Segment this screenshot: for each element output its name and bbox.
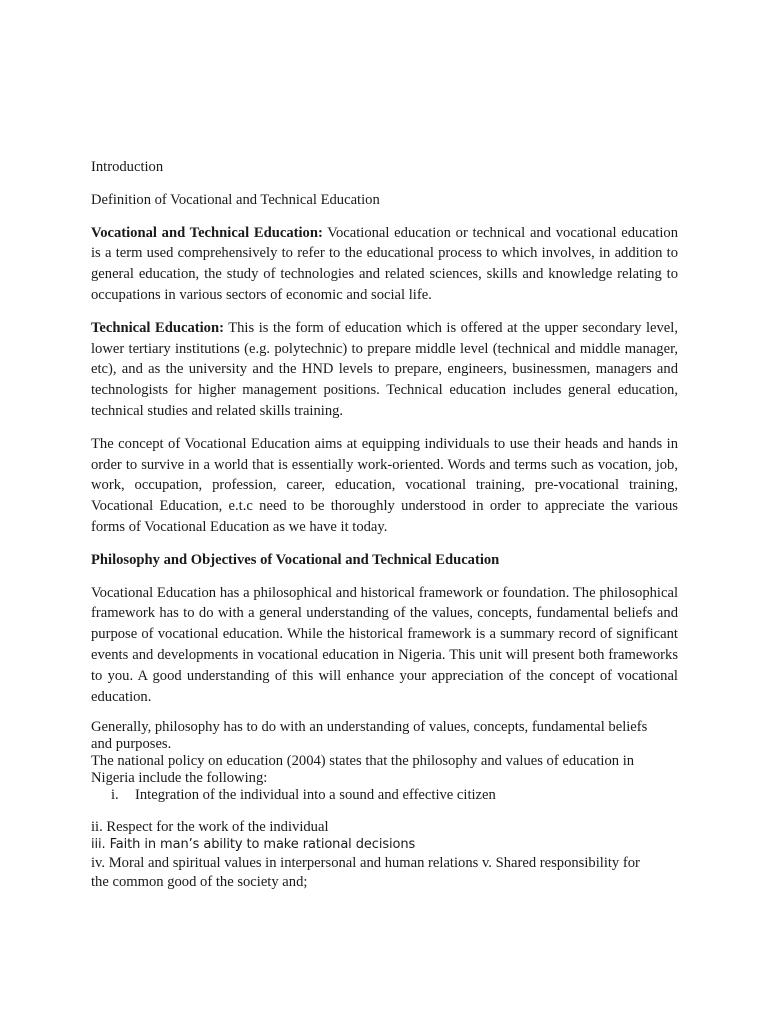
policy-block bbox=[91, 719, 678, 804]
concept-paragraph: The concept of Vocational Education aims at equipping individuals to use their heads and hands in order to survive in a world that is essentially work-oriented. Words and terms such as vocation, job, work, occupation, profession, career, education, vocational training, pre-vocational training, Vocational Education, e.t.c need to be thoroughly understood in order to appreciate the various forms of Vocational Education as we have it today. bbox=[91, 435, 678, 535]
list-item-1 bbox=[91, 787, 678, 804]
te-text: This is the form of education which is offered at the upper secondary level, lower tertiary institutions (e.g. polytechnic) to prepare middle level (technical and middle manager, etc), and as the university and the HND levels to prepare, engineers, businessmen, managers and technologists for higher management positions. Technical education includes general education, technical studies and related skills training. bbox=[91, 319, 678, 419]
generally-line-2: and purposes. bbox=[91, 736, 172, 753]
list-item-4-line-1: iv. Moral and spiritual values in interpersonal and human relations v. Shared responsibility for bbox=[91, 855, 640, 872]
te-paragraph bbox=[91, 318, 678, 422]
list-continuation bbox=[91, 819, 678, 891]
list-item-4-line-2: the common good of the society and; bbox=[91, 874, 308, 891]
policy-line-1: The national policy on education (2004) states that the philosophy and values of education in bbox=[91, 753, 635, 770]
generally-line-1: Generally, philosophy has to do with an understanding of values, concepts, fundamental beliefs bbox=[91, 719, 648, 736]
vte-text: Vocational education or technical and vocational education is a term used comprehensively to refer to the educational process to which involves, in addition to general education, the study of technologies and related sciences, skills and knowledge relating to occupations in various sectors of economic and social life. bbox=[91, 224, 678, 303]
vte-paragraph bbox=[91, 223, 678, 306]
intro-heading: Introduction bbox=[91, 159, 164, 175]
vte-lead: Vocational and Technical Education: bbox=[91, 224, 323, 241]
document-page bbox=[91, 157, 678, 891]
list-item-3: iii. Faith in man’s ability to make rational decisions bbox=[91, 837, 416, 853]
list-item-1-number: i. bbox=[111, 787, 119, 804]
list-item-2: ii. Respect for the work of the individual bbox=[91, 819, 329, 836]
definition-heading: Definition of Vocational and Technical Education bbox=[91, 191, 380, 208]
framework-paragraph: Vocational Education has a philosophical and historical framework or foundation. The philosophical framework has to do with a general understanding of the values, concepts, fundamental beliefs and purpose of vocational education. While the historical framework is a summary record of significant events and developments in vocational education in Nigeria. This unit will present both frameworks to you. A good understanding of this will enhance your appreciation of the concept of vocational education. bbox=[91, 584, 678, 705]
list-item-1-text: Integration of the individual into a sound and effective citizen bbox=[135, 787, 496, 804]
policy-line-2: Nigeria include the following: bbox=[91, 770, 268, 787]
te-lead: Technical Education: bbox=[91, 319, 224, 336]
philosophy-heading: Philosophy and Objectives of Vocational and Technical Education bbox=[91, 551, 500, 568]
